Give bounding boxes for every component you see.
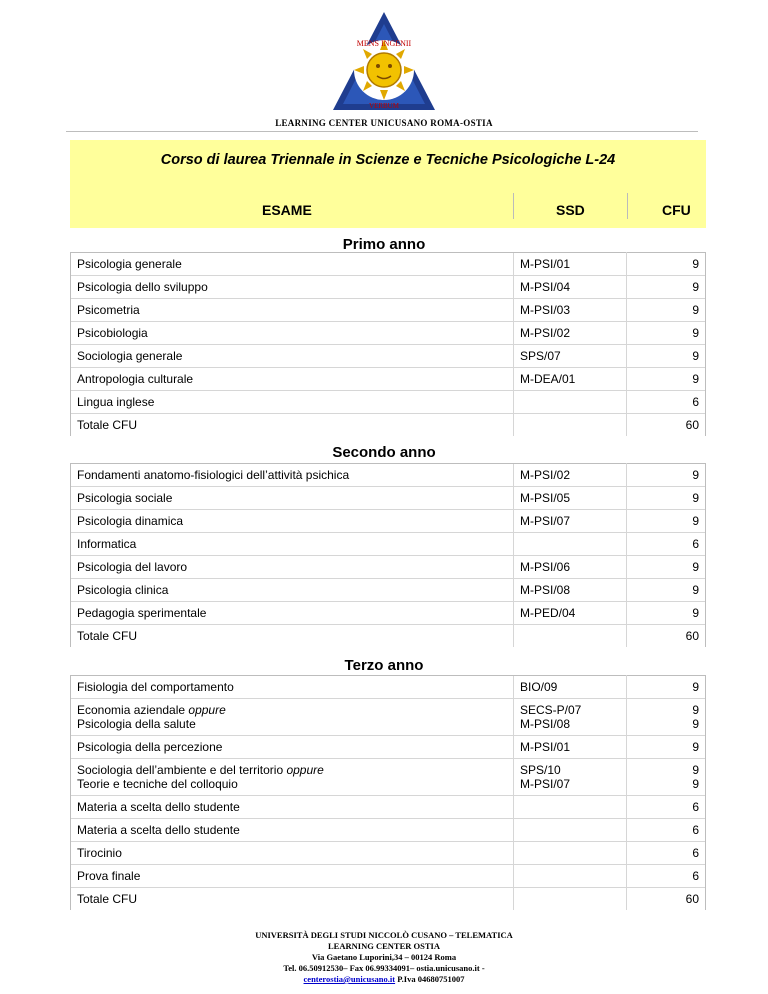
- column-header-exam: ESAME: [262, 202, 312, 218]
- ssd-cell: [514, 796, 627, 819]
- exam-cell-text: Psicologia della salute: [77, 717, 196, 731]
- cfu-cell: [627, 533, 706, 556]
- footer-piva: P.Iva 04680751007: [395, 974, 465, 984]
- ssd-cell: [514, 345, 627, 368]
- logo-text-bottom: VERBUM: [369, 102, 399, 110]
- exam-cell: [71, 842, 514, 865]
- ssd-cell: [514, 276, 627, 299]
- exam-cell: [71, 368, 514, 391]
- ssd-cell-text: SPS/07: [520, 349, 561, 363]
- section-heading: Primo anno: [342, 236, 426, 253]
- exam-table: [70, 675, 706, 910]
- ssd-cell: [514, 602, 627, 625]
- cfu-cell-text: 9: [692, 680, 699, 694]
- exam-cell: [71, 676, 514, 699]
- ssd-cell: [514, 819, 627, 842]
- cfu-cell-text: 9: [692, 491, 699, 505]
- ssd-cell: [514, 676, 627, 699]
- table-row: [71, 796, 706, 819]
- cfu-cell-text: 9: [692, 326, 699, 340]
- exam-cell-text: Psicologia sociale: [77, 491, 173, 505]
- ssd-cell: [514, 842, 627, 865]
- exam-cell-text: Totale CFU: [77, 629, 138, 643]
- cfu-cell: [627, 487, 706, 510]
- cfu-cell: [627, 345, 706, 368]
- cfu-cell: [627, 865, 706, 888]
- table-row: [71, 533, 706, 556]
- cfu-cell-text: 6: [692, 800, 699, 814]
- table-row: [71, 625, 706, 648]
- section-heading: Terzo anno: [344, 657, 424, 674]
- footer-university: UNIVERSITÀ DEGLI STUDI NICCOLÒ CUSANO – TELEMATICA: [255, 930, 513, 940]
- ssd-cell: [514, 464, 627, 487]
- cfu-cell: [627, 819, 706, 842]
- cfu-cell-text: 60: [685, 418, 699, 432]
- section-heading: Secondo anno: [332, 444, 436, 461]
- cfu-cell: [627, 796, 706, 819]
- cfu-cell-text: 9: [692, 583, 699, 597]
- header-divider: [66, 131, 698, 132]
- table-row: [71, 276, 706, 299]
- cfu-cell-text: 9: [692, 717, 699, 731]
- ssd-cell-text: M-PSI/08: [520, 717, 571, 731]
- ssd-cell-text: M-PSI/02: [520, 326, 571, 340]
- exam-cell-text: Tirocinio: [77, 846, 122, 860]
- ssd-cell: [514, 253, 627, 276]
- table-row: [71, 345, 706, 368]
- exam-cell: [71, 464, 514, 487]
- cfu-cell: [627, 759, 706, 796]
- ssd-cell: [514, 699, 627, 736]
- exam-cell: [71, 391, 514, 414]
- learning-center-header: LEARNING CENTER UNICUSANO ROMA-OSTIA: [275, 118, 493, 128]
- table-row: [71, 510, 706, 533]
- exam-cell: [71, 253, 514, 276]
- exam-cell: [71, 579, 514, 602]
- course-title: Corso di laurea Triennale in Scienze e Tecniche Psicologiche L-24: [160, 152, 616, 168]
- exam-cell-text: Psicologia dinamica: [77, 514, 184, 528]
- exam-cell-text: Prova finale: [77, 869, 141, 883]
- exam-cell-text: Psicologia della percezione: [77, 740, 223, 754]
- ssd-cell: [514, 736, 627, 759]
- cfu-cell-text: 9: [692, 763, 699, 777]
- table-row: [71, 556, 706, 579]
- column-separator: [513, 193, 514, 219]
- ssd-cell: [514, 299, 627, 322]
- exam-cell-text: Sociologia generale: [77, 349, 183, 363]
- cfu-cell: [627, 842, 706, 865]
- exam-cell-text: Fondamenti anatomo-fisiologici dell’attività psichica: [77, 468, 350, 482]
- cfu-cell: [627, 556, 706, 579]
- exam-cell-text: Materia a scelta dello studente: [77, 823, 240, 837]
- title-box: [70, 140, 706, 188]
- exam-cell-text: Fisiologia del comportamento: [77, 680, 234, 694]
- exam-cell: [71, 699, 514, 736]
- cfu-cell: [627, 888, 706, 911]
- ssd-cell-text: SPS/10: [520, 763, 561, 777]
- ssd-cell-text: M-PSI/01: [520, 257, 571, 271]
- exam-cell-text: Psicometria: [77, 303, 140, 317]
- exam-cell: [71, 865, 514, 888]
- footer-contacts: Tel. 06.50912530– Fax 06.99334091– ostia.unicusano.it -: [283, 963, 485, 973]
- ssd-cell: [514, 759, 627, 796]
- cfu-cell-text: 6: [692, 846, 699, 860]
- exam-table: [70, 463, 706, 647]
- exam-cell: [71, 299, 514, 322]
- cfu-cell: [627, 322, 706, 345]
- cfu-cell-text: 9: [692, 349, 699, 363]
- exam-cell: [71, 796, 514, 819]
- cfu-cell-text: 9: [692, 703, 699, 717]
- table-row: [71, 602, 706, 625]
- ssd-cell-text: SECS-P/07: [520, 703, 582, 717]
- footer-address: Via Gaetano Luporini,34 – 00124 Roma: [311, 952, 457, 962]
- cfu-cell: [627, 464, 706, 487]
- cfu-cell: [627, 699, 706, 736]
- cfu-cell-text: 9: [692, 777, 699, 791]
- exam-cell: [71, 487, 514, 510]
- cfu-cell: [627, 625, 706, 648]
- table-row: [71, 819, 706, 842]
- ssd-cell: [514, 533, 627, 556]
- cfu-cell: [627, 391, 706, 414]
- exam-cell: [71, 345, 514, 368]
- cfu-cell-text: 9: [692, 514, 699, 528]
- cfu-cell-text: 6: [692, 823, 699, 837]
- footer-center: LEARNING CENTER OSTIA: [328, 941, 440, 951]
- table-row: [71, 464, 706, 487]
- table-row: [71, 888, 706, 911]
- cfu-cell-text: 6: [692, 537, 699, 551]
- exam-cell: [71, 819, 514, 842]
- exam-cell-text: Teorie e tecniche del colloquio: [77, 777, 238, 791]
- exam-cell-text: Informatica: [77, 537, 137, 551]
- ssd-cell-text: M-PSI/07: [520, 777, 571, 791]
- footer: [0, 930, 768, 985]
- cfu-cell: [627, 414, 706, 437]
- ssd-cell: [514, 888, 627, 911]
- footer-email-line: [0, 974, 768, 985]
- exam-cell-text: Psicologia dello sviluppo: [77, 280, 208, 294]
- exam-cell-text: Antropologia culturale: [77, 372, 194, 386]
- cfu-cell-text: 6: [692, 395, 699, 409]
- table-row: [71, 699, 706, 736]
- exam-cell-text: Totale CFU: [77, 892, 138, 906]
- table-row: [71, 487, 706, 510]
- ssd-cell-text: M-PSI/02: [520, 468, 571, 482]
- table-row: [71, 253, 706, 276]
- ssd-cell: [514, 579, 627, 602]
- ssd-cell: [514, 556, 627, 579]
- ssd-cell: [514, 322, 627, 345]
- cfu-cell-text: 9: [692, 468, 699, 482]
- cfu-cell: [627, 368, 706, 391]
- exam-cell-text: Pedagogia sperimentale: [77, 606, 207, 620]
- table-row: [71, 759, 706, 796]
- exam-cell-text: Lingua inglese: [77, 395, 155, 409]
- cfu-cell-text: 9: [692, 303, 699, 317]
- exam-cell: [71, 736, 514, 759]
- cfu-cell-text: 9: [692, 372, 699, 386]
- column-separator: [627, 193, 628, 219]
- exam-cell-text: Sociologia dell’ambiente e del territorio oppure: [77, 763, 324, 777]
- cfu-cell-text: 6: [692, 869, 699, 883]
- ssd-cell: [514, 368, 627, 391]
- exam-cell-text: Economia aziendale oppure: [77, 703, 226, 717]
- cfu-cell: [627, 253, 706, 276]
- footer-email-link[interactable]: centerostia@unicusano.it: [303, 974, 396, 984]
- exam-cell: [71, 510, 514, 533]
- ssd-cell: [514, 391, 627, 414]
- cfu-cell: [627, 736, 706, 759]
- exam-cell-text: Materia a scelta dello studente: [77, 800, 240, 814]
- cfu-cell: [627, 510, 706, 533]
- cfu-cell-text: 9: [692, 606, 699, 620]
- exam-cell: [71, 414, 514, 437]
- table-row: [71, 368, 706, 391]
- column-header-ssd: SSD: [556, 202, 585, 218]
- exam-cell: [71, 888, 514, 911]
- ssd-cell-text: M-PSI/05: [520, 491, 571, 505]
- ssd-cell: [514, 865, 627, 888]
- ssd-cell: [514, 625, 627, 648]
- exam-cell-text: Psicologia generale: [77, 257, 182, 271]
- ssd-cell-text: BIO/09: [520, 680, 558, 694]
- exam-cell: [71, 556, 514, 579]
- exam-cell: [71, 602, 514, 625]
- cfu-cell: [627, 276, 706, 299]
- table-row: [71, 322, 706, 345]
- exam-cell: [71, 625, 514, 648]
- ssd-cell-text: M-DEA/01: [520, 372, 576, 386]
- ssd-cell-text: M-PSI/06: [520, 560, 571, 574]
- exam-cell: [71, 759, 514, 796]
- logo-text-top: MENS INGENII: [356, 39, 412, 48]
- table-row: [71, 579, 706, 602]
- exam-cell: [71, 276, 514, 299]
- university-logo: [329, 10, 439, 114]
- cfu-cell-text: 9: [692, 280, 699, 294]
- cfu-cell: [627, 299, 706, 322]
- cfu-cell-text: 9: [692, 560, 699, 574]
- ssd-cell-text: M-PED/04: [520, 606, 576, 620]
- ssd-cell-text: M-PSI/01: [520, 740, 571, 754]
- ssd-cell: [514, 414, 627, 437]
- cfu-cell-text: 60: [685, 892, 699, 906]
- ssd-cell-text: M-PSI/04: [520, 280, 571, 294]
- cfu-cell: [627, 676, 706, 699]
- exam-cell: [71, 322, 514, 345]
- ssd-cell: [514, 510, 627, 533]
- table-row: [71, 299, 706, 322]
- cfu-cell: [627, 579, 706, 602]
- table-row: [71, 391, 706, 414]
- table-row: [71, 842, 706, 865]
- exam-cell-text: Psicologia del lavoro: [77, 560, 188, 574]
- ssd-cell-text: M-PSI/08: [520, 583, 571, 597]
- column-header-bar: [70, 188, 706, 228]
- exam-cell-text: Psicologia clinica: [77, 583, 169, 597]
- cfu-cell-text: 9: [692, 257, 699, 271]
- cfu-cell: [627, 602, 706, 625]
- ssd-cell-text: M-PSI/03: [520, 303, 571, 317]
- table-row: [71, 414, 706, 437]
- table-row: [71, 676, 706, 699]
- exam-cell-text: Psicobiologia: [77, 326, 148, 340]
- table-row: [71, 865, 706, 888]
- column-header-cfu: CFU: [662, 202, 691, 218]
- ssd-cell-text: M-PSI/07: [520, 514, 571, 528]
- cfu-cell-text: 60: [685, 629, 699, 643]
- exam-cell-text: Totale CFU: [77, 418, 138, 432]
- exam-cell: [71, 533, 514, 556]
- ssd-cell: [514, 487, 627, 510]
- table-row: [71, 736, 706, 759]
- exam-table: [70, 252, 706, 436]
- cfu-cell-text: 9: [692, 740, 699, 754]
